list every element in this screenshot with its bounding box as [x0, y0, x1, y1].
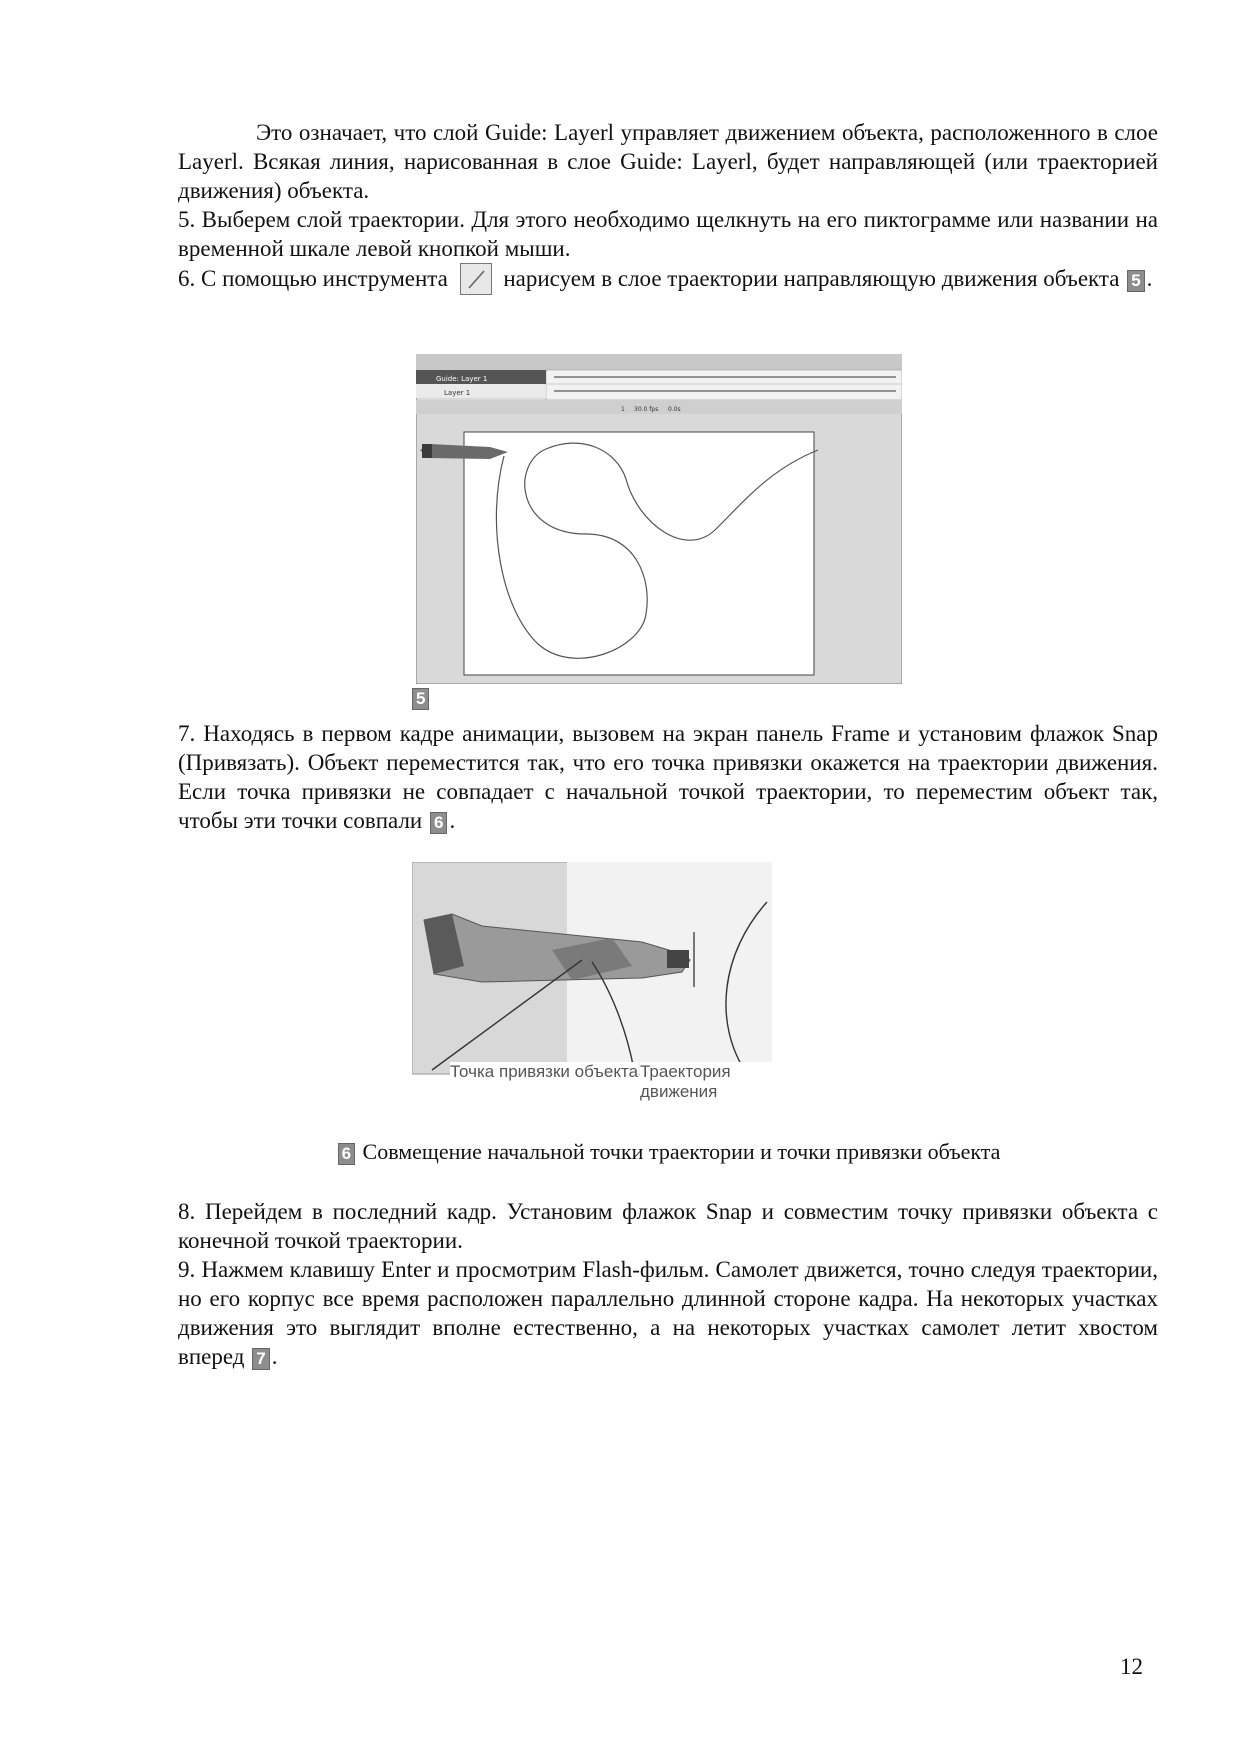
- status-fps: 30.0 fps: [634, 406, 659, 413]
- snap-canvas: [412, 862, 772, 1082]
- label-motion-path: Траектория движения: [640, 1062, 772, 1102]
- layer-guide-label: Guide: Layer 1: [436, 375, 488, 383]
- pencil-tool-icon: [460, 263, 492, 295]
- layer-row-layer1[interactable]: [416, 384, 546, 398]
- layer1-label: Layer 1: [444, 389, 471, 397]
- page-number: 12: [1120, 1654, 1143, 1679]
- figure-5-flash-screenshot: [416, 354, 902, 684]
- figure-6-snap-illustration: [412, 862, 772, 1101]
- label-anchor-point: Точка привязки объекта: [450, 1062, 639, 1081]
- paragraph-step-6: 6. С помощью инструмента нарисуем в слое траектории направляющую движения объекта 5 .: [178, 263, 1158, 295]
- figure-5-badge: 5: [1127, 270, 1144, 292]
- paragraph-guide-layer: Это означает, что слой Guide: Layerl управляет движением объекта, расположенного в слое Layerl. Всякая линия, нарисованная в слое Guide: Layerl, будет направляющей (или траекторией движения) объекта.: [178, 120, 1158, 203]
- paragraph-step-5: 5. Выберем слой траектории. Для этого необходимо щелкнуть на его пиктограмме или названии на временной шкале левой кнопкой мыши.: [178, 207, 1158, 261]
- paragraph-step-8: 8. Перейдем в последний кадр. Установим флажок Snap и совместим точку привязки объекта с конечной точкой траектории.: [178, 1199, 1158, 1253]
- paragraph-step-9: 9. Нажмем клавишу Enter и просмотрим Flash-фильм. Самолет движется, точно следуя траектории, но его корпус все время расположен параллельно длинной стороне кадра. На некоторых участках движения это выглядит вполне естественно, а на некоторых участках самолет летит хвостом вперед 7 .: [178, 1257, 1158, 1369]
- figure-6-badge: 6: [430, 812, 447, 834]
- flash-window: [416, 354, 902, 684]
- figure-5-label-badge: 5: [412, 688, 429, 710]
- figure-6-caption-badge: 6: [338, 1143, 355, 1165]
- status-frame: 1: [621, 406, 625, 413]
- stage: [464, 432, 814, 675]
- figure-6-caption: 6 Совмещение начальной точки траектории и точки привязки объекта: [178, 1138, 1158, 1166]
- status-time: 0.0s: [668, 406, 681, 413]
- paragraph-step-7: 7. Находясь в первом кадре анимации, вызовем на экран панель Frame и установим флажок Snap (Привязать). Объект переместится так, что его точка привязки окажется на траектории движения. Если точка привязки не совпадает с начальной точкой траектории, то переместим объект так, чтобы эти точки совпали 6 .: [178, 721, 1158, 833]
- figure-7-badge: 7: [252, 1348, 269, 1370]
